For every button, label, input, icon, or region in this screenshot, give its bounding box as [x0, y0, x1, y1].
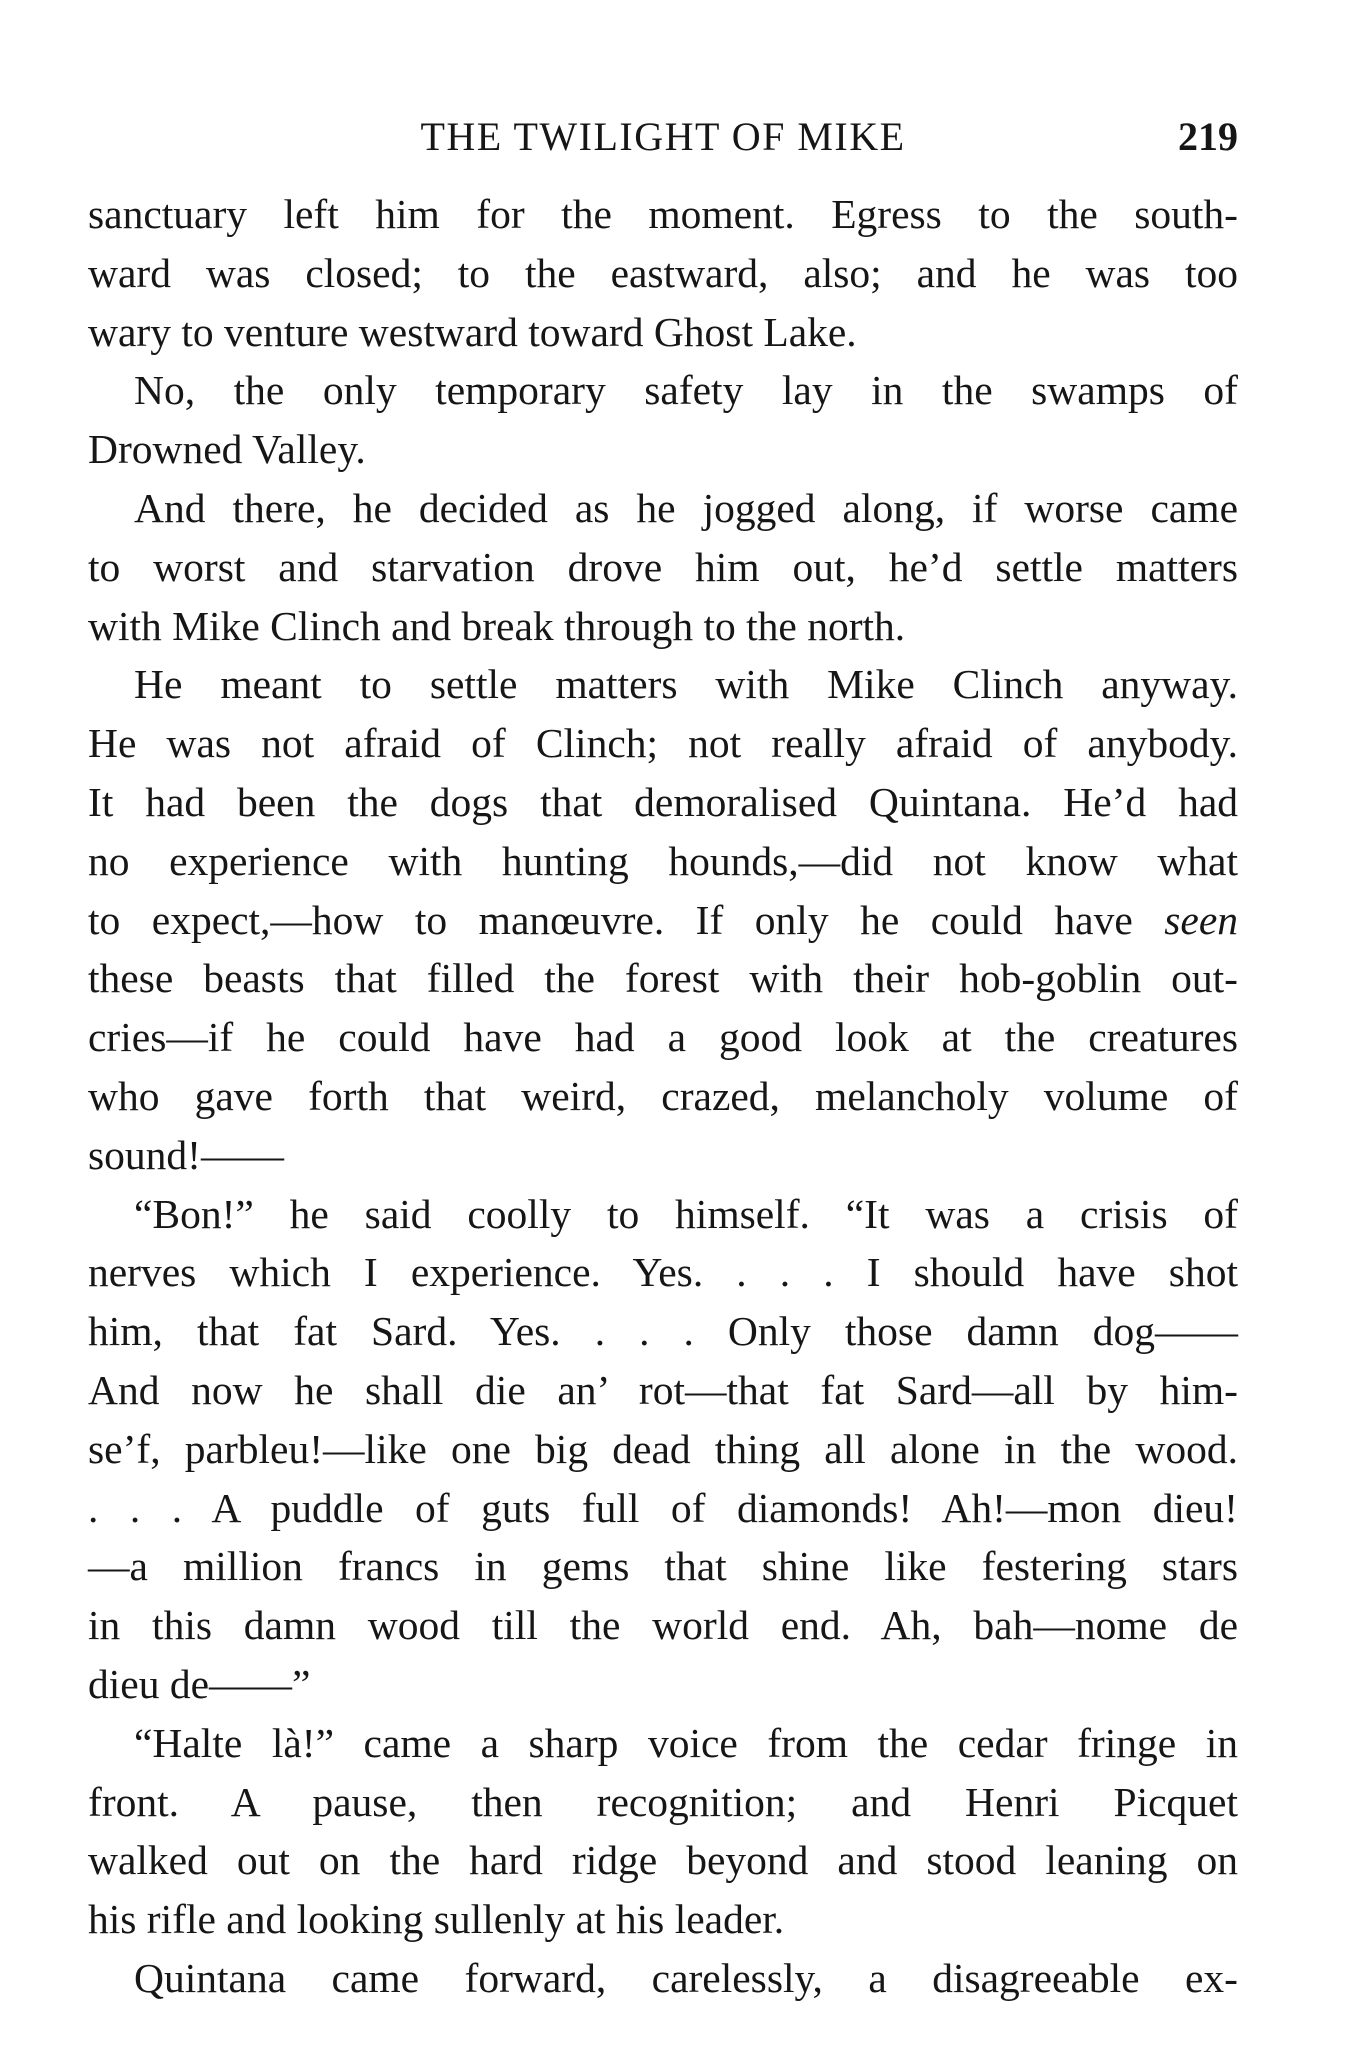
text-line: . . . A puddle of guts full of diamonds! Ah!—mon dieu! [88, 1484, 1238, 1531]
text-line: no experience with hunting hounds,—did not know what [88, 837, 1238, 884]
text-line: these beasts that filled the forest with their hob-goblin out- [88, 955, 1238, 1002]
running-head [88, 112, 1238, 162]
text-line: nerves which I experience. Yes. . . . I should have shot [88, 1249, 1238, 1296]
text-line: ward was closed; to the eastward, also; and he was too [88, 249, 1238, 296]
page-number: 219 [1178, 114, 1238, 159]
text-line: wary to venture westward toward Ghost Lake. [88, 308, 857, 355]
text-line-part: to expect,—how to manœuvre. If only he could have [88, 896, 1165, 943]
text-line: He was not afraid of Clinch; not really afraid of anybody. [88, 720, 1238, 767]
text-line: “Bon!” he said coolly to himself. “It was a crisis of [134, 1190, 1238, 1237]
text-line: to worst and starvation drove him out, he’d settle matters [88, 543, 1238, 590]
running-title: THE TWILIGHT OF MIKE [420, 114, 906, 159]
text-line: “Halte là!” came a sharp voice from the cedar fringe in [134, 1719, 1238, 1766]
text-line: walked out on the hard ridge beyond and stood leaning on [88, 1837, 1238, 1884]
text-line: se’f, parbleu!—like one big dead thing all alone in the wood. [88, 1425, 1238, 1472]
text-line: He meant to settle matters with Mike Clinch anyway. [134, 661, 1238, 708]
body-text [88, 185, 1238, 2008]
text-line: front. A pause, then recognition; and Henri Picquet [88, 1778, 1238, 1825]
text-line: —a million francs in gems that shine like festering stars [88, 1543, 1238, 1590]
text-line: dieu de——” [88, 1660, 311, 1707]
text-line: Quintana came forward, carelessly, a disagreeable ex- [134, 1954, 1238, 2001]
text-line [88, 891, 1238, 950]
text-line: in this damn wood till the world end. Ah, bah—nome de [88, 1602, 1238, 1649]
text-line: sound!—— [88, 1131, 284, 1178]
text-line: who gave forth that weird, crazed, melancholy volume of [88, 1072, 1238, 1119]
text-line: And there, he decided as he jogged along, if worse came [134, 484, 1238, 531]
text-line: sanctuary left him for the moment. Egress to the south- [88, 191, 1238, 237]
italic-word: seen [1164, 896, 1238, 943]
text-line: his rifle and looking sullenly at his leader. [88, 1896, 785, 1943]
text-line: No, the only temporary safety lay in the swamps of [134, 367, 1238, 414]
text-line: cries—if he could have had a good look at the creatures [88, 1014, 1238, 1061]
text-line: Drowned Valley. [88, 426, 366, 473]
text-line: him, that fat Sard. Yes. . . . Only those damn dog—— [88, 1308, 1238, 1355]
text-line: It had been the dogs that demoralised Quintana. He’d had [88, 778, 1238, 825]
text-line: And now he shall die an’ rot—that fat Sard—all by him- [88, 1366, 1238, 1413]
text-line: with Mike Clinch and break through to the north. [88, 602, 906, 649]
